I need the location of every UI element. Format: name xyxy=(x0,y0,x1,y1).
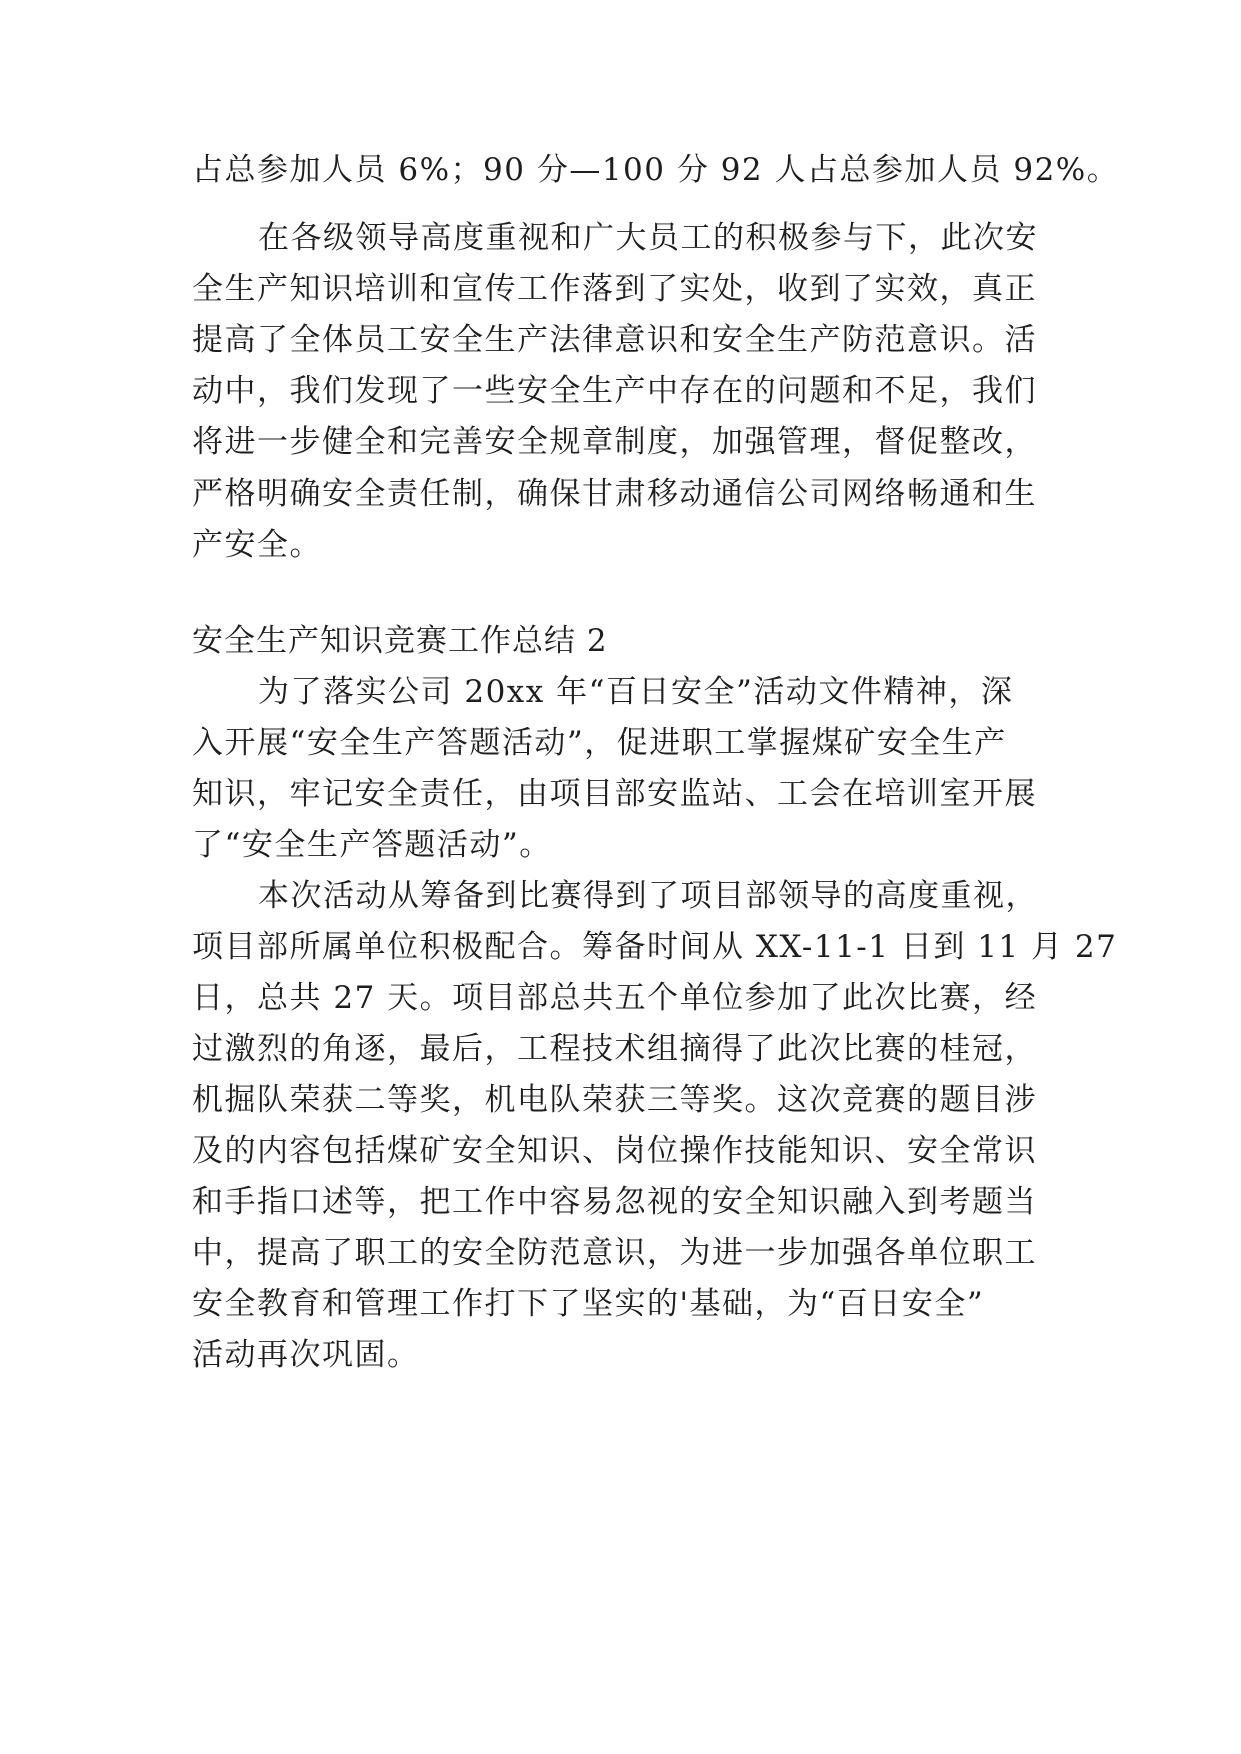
text-line: 动中，我们发现了一些安全生产中存在的问题和不足，我们 xyxy=(192,373,1037,409)
text-line: 产安全。 xyxy=(192,527,322,563)
text-line: 严格明确安全责任制，确保甘肃移动通信公司网络畅通和生 xyxy=(192,476,1037,512)
section-heading: 安全生产知识竞赛工作总结 2 xyxy=(192,623,608,659)
text-line: 中，提高了职工的安全防范意识，为进一步加强各单位职工 xyxy=(192,1235,1037,1271)
text-line: 占总参加人员 6%；90 分—100 分 92 人占总参加人员 92%。 xyxy=(192,152,1120,188)
text-line: 知识，牢记安全责任，由项目部安监站、工会在培训室开展 xyxy=(192,776,1037,812)
text-line: 日，总共 27 天。项目部总共五个单位参加了此次比赛，经 xyxy=(192,980,1038,1016)
paragraph-first-line: 为了落实公司 20xx 年“百日安全”活动文件精神，深 xyxy=(258,674,1014,710)
text-line: 项目部所属单位积极配合。筹备时间从 XX-11-1 日到 11 月 27 xyxy=(192,929,1118,965)
text-line: 活动再次巩固。 xyxy=(192,1337,420,1373)
text-line: 提高了全体员工安全生产法律意识和安全生产防范意识。活 xyxy=(192,322,1037,358)
text-line: 和手指口述等，把工作中容易忽视的安全知识融入到考题当 xyxy=(192,1184,1037,1220)
paragraph-first-line: 本次活动从筹备到比赛得到了项目部领导的高度重视， xyxy=(258,878,1038,914)
text-line: 将进一步健全和完善安全规章制度，加强管理，督促整改， xyxy=(192,424,1037,460)
text-line: 机掘队荣获二等奖，机电队荣获三等奖。这次竞赛的题目涉 xyxy=(192,1082,1037,1118)
text-line: 过激烈的角逐，最后，工程技术组摘得了此次比赛的桂冠， xyxy=(192,1031,1037,1067)
text-line: 安全教育和管理工作打下了坚实的'基础，为“百日安全” xyxy=(192,1286,985,1322)
text-line: 全生产知识培训和宣传工作落到了实处，收到了实效，真正 xyxy=(192,271,1037,307)
text-line: 入开展“安全生产答题活动”，促进职工掌握煤矿安全生产 xyxy=(192,725,1007,761)
text-line: 了“安全生产答题活动”。 xyxy=(192,827,552,863)
text-line: 及的内容包括煤矿安全知识、岗位操作技能知识、安全常识 xyxy=(192,1133,1037,1169)
paragraph-first-line: 在各级领导高度重视和广大员工的积极参与下，此次安 xyxy=(258,220,1038,256)
